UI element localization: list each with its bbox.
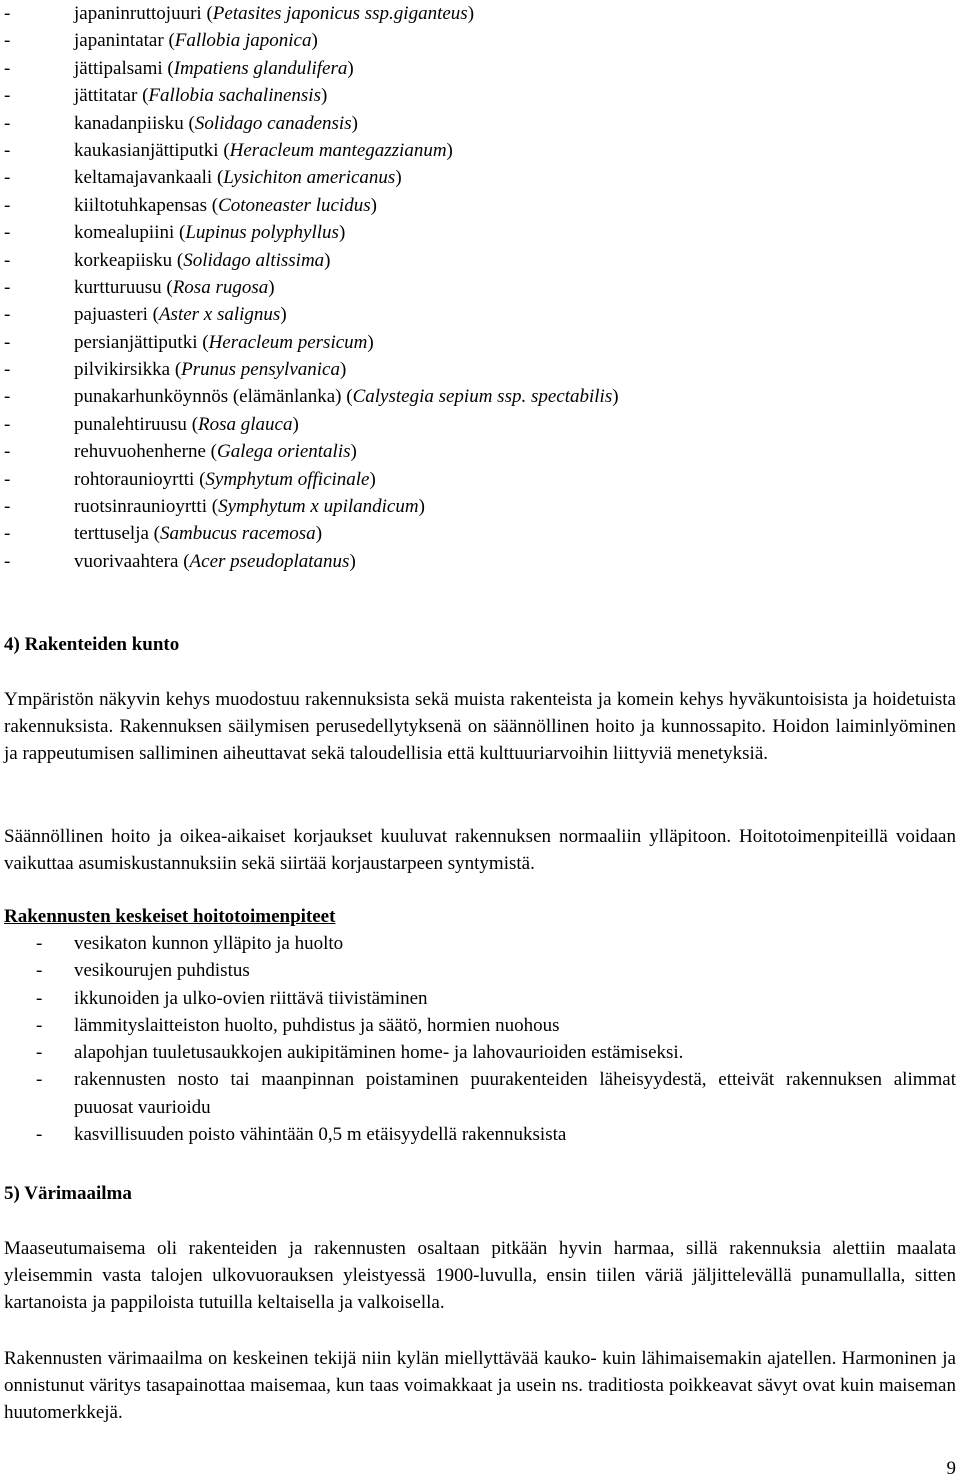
list-dash: - [4, 413, 11, 435]
invasive-species-list [4, 0, 954, 575]
list-dash: - [4, 167, 11, 189]
species-common-name: punakarhunköynnös (elämänlanka) [74, 386, 342, 408]
list-dash: - [4, 386, 11, 408]
species-entry: japaninruttojuuri (Petasites japonicus ssp.giganteus) [74, 3, 475, 24]
species-item [4, 110, 954, 137]
species-common-name: kaukasianjättiputki [74, 139, 219, 161]
section-4-paragraph-2: Säännöllinen hoito ja oikea-aikaiset korjaukset kuuluvat rakennuksen normaaliin ylläpitoon. Hoitotoimenpiteillä voidaan vaikuttaa asumiskustannuksiin sekä siirtää korjaustarpeen syntymistä. [4, 826, 956, 875]
measure-item [4, 985, 956, 1012]
measure-text: vesikourujen puhdistus [74, 960, 250, 982]
measure-item [4, 1012, 956, 1039]
section-4-heading: 4) Rakenteiden kunto [4, 634, 180, 655]
species-item [4, 466, 954, 493]
species-item [4, 520, 954, 547]
species-entry: vuorivaahtera (Acer pseudoplatanus) [74, 550, 356, 572]
species-common-name: keltamajavankaali [74, 167, 213, 189]
measure-item [4, 1121, 956, 1148]
section-5-paragraph-2: Rakennusten värimaailma on keskeinen tekijä niin kylän miellyttävää kauko- kuin lähimaisemakin ajatellen. Harmoninen ja onnistunut väritys tasapainottaa maisemaa, kun taas voimakkaat ja usein ns. traditiosta poikkeavat sävyt ovat kuin maiseman huutomerkkejä. [4, 1348, 956, 1424]
species-common-name: kiiltotuhkapensas [74, 194, 207, 216]
species-item [4, 274, 954, 301]
list-dash: - [4, 57, 11, 79]
measure-item [4, 957, 956, 984]
species-common-name: rohtoraunioyrtti [74, 468, 195, 490]
species-item [4, 55, 954, 82]
list-dash: - [4, 30, 11, 52]
species-item [4, 27, 954, 54]
species-common-name: pajuasteri [74, 304, 148, 326]
species-latin-name: Rosa glauca [198, 413, 293, 435]
species-common-name: japaninruttojuuri [74, 3, 202, 24]
measure-item [4, 1039, 956, 1066]
species-latin-name: Fallobia japonica [174, 30, 312, 52]
species-latin-name: Fallobia sachalinensis [148, 85, 321, 107]
species-latin-name: Galega orientalis [216, 441, 351, 463]
species-entry: persianjättiputki (Heracleum persicum) [74, 331, 374, 353]
measure-text: vesikaton kunnon ylläpito ja huolto [74, 933, 344, 954]
species-common-name: jättipalsami [74, 57, 163, 79]
list-dash: - [4, 468, 11, 490]
maintenance-measures-heading: Rakennusten keskeiset hoitotoimenpiteet [4, 906, 336, 927]
species-latin-name: Symphytum x upilandicum [218, 496, 419, 518]
species-latin-name: Solidago canadensis [194, 112, 352, 134]
species-common-name: japanintatar [74, 30, 164, 52]
list-dash: - [4, 331, 11, 353]
species-entry: keltamajavankaali (Lysichiton americanus) [74, 167, 402, 189]
species-latin-name: Acer pseudoplatanus [189, 550, 350, 572]
measure-text: lämmityslaitteiston huolto, puhdistus ja säätö, hormien nuohous [74, 1014, 560, 1036]
species-latin-name: Symphytum officinale [205, 468, 370, 490]
species-entry: jättipalsami (Impatiens glandulifera) [74, 57, 354, 79]
species-entry: kiiltotuhkapensas (Cotoneaster lucidus) [74, 194, 377, 216]
measure-text: rakennusten nosto tai maanpinnan poistaminen puurakenteiden läheisyydestä, etteivät rakennuksen alimmat puuosat vaurioidu [74, 1069, 956, 1118]
list-dash: - [36, 987, 43, 1009]
species-item [4, 329, 954, 356]
maintenance-measures-list [4, 930, 956, 1148]
list-dash: - [4, 276, 11, 298]
species-entry: komealupiini (Lupinus polyphyllus) [74, 222, 346, 244]
section-4-paragraph-1: Ympäristön näkyvin kehys muodostuu rakennuksista sekä muista rakenteista ja komein kehys hyväkuntoisista ja hoidetuista rakennuksista. Rakennuksen säilymisen perusedellytyksenä on säännöllinen hoito ja kunnossapito. Hoidon laiminlyöminen ja rappeutumisen salliminen aiheuttavat sekä taloudellisia että kulttuuriarvoihin liittyviä menetyksiä. [4, 689, 956, 765]
species-latin-name: Aster x salignus [158, 304, 281, 326]
species-common-name: rehuvuohenherne [74, 441, 206, 463]
species-latin-name: Sambucus racemosa [160, 523, 316, 545]
measure-text: ikkunoiden ja ulko-ovien riittävä tiivistäminen [74, 987, 428, 1009]
species-common-name: jättitatar [74, 85, 138, 107]
species-item [4, 301, 954, 328]
species-latin-name: Impatiens glandulifera [173, 57, 348, 79]
list-dash: - [4, 222, 11, 244]
species-entry: rehuvuohenherne (Galega orientalis) [74, 441, 357, 463]
species-item [4, 247, 954, 274]
species-item [4, 164, 954, 191]
species-latin-name: Calystegia sepium ssp. spectabilis [352, 386, 613, 408]
species-latin-name: Heracleum persicum [208, 331, 368, 353]
list-dash: - [4, 3, 11, 24]
species-latin-name: Heracleum mantegazzianum [229, 139, 447, 161]
species-entry: ruotsinraunioyrtti (Symphytum x upilandicum) [74, 496, 425, 518]
species-latin-name: Prunus pensylvanica [181, 359, 340, 381]
species-entry: pajuasteri (Aster x salignus) [74, 304, 287, 326]
species-common-name: korkeapiisku [74, 249, 173, 271]
list-dash: - [4, 359, 11, 381]
species-entry: rohtoraunioyrtti (Symphytum officinale) [74, 468, 376, 490]
list-dash: - [4, 523, 11, 545]
list-dash: - [36, 1124, 43, 1146]
species-entry: punalehtiruusu (Rosa glauca) [74, 413, 299, 435]
measure-text: alapohjan tuuletusaukkojen aukipitäminen home- ja lahovaurioiden estämiseksi. [74, 1042, 684, 1064]
species-latin-name: Lupinus polyphyllus [185, 222, 339, 244]
species-item [4, 192, 954, 219]
species-item [4, 493, 954, 520]
species-common-name: persianjättiputki [74, 331, 198, 353]
species-latin-name: Rosa rugosa [172, 276, 269, 298]
species-common-name: punalehtiruusu [74, 413, 187, 435]
species-entry: terttuselja (Sambucus racemosa) [74, 523, 323, 545]
section-5-heading: 5) Värimaailma [4, 1183, 132, 1204]
species-latin-name: Petasites japonicus ssp.giganteus [212, 3, 468, 24]
species-item [4, 383, 954, 410]
species-item [4, 411, 954, 438]
page-number: 9 [946, 1458, 956, 1479]
species-entry: korkeapiisku (Solidago altissima) [74, 249, 331, 271]
species-entry: pilvikirsikka (Prunus pensylvanica) [74, 359, 347, 381]
species-entry: japanintatar (Fallobia japonica) [74, 30, 318, 52]
species-common-name: kanadanpiisku [74, 112, 184, 134]
list-dash: - [4, 441, 11, 463]
species-item [4, 137, 954, 164]
species-latin-name: Lysichiton americanus [223, 167, 396, 189]
species-entry: jättitatar (Fallobia sachalinensis) [74, 85, 328, 107]
list-dash: - [36, 933, 43, 954]
species-common-name: ruotsinraunioyrtti [74, 496, 207, 518]
species-entry: kanadanpiisku (Solidago canadensis) [74, 112, 358, 134]
list-dash: - [4, 85, 11, 107]
measure-item [4, 930, 956, 957]
species-item [4, 438, 954, 465]
species-latin-name: Solidago altissima [183, 249, 325, 271]
measure-item [4, 1066, 956, 1121]
list-dash: - [36, 960, 43, 982]
species-item [4, 548, 954, 575]
species-item [4, 82, 954, 109]
species-common-name: vuorivaahtera [74, 550, 179, 572]
species-entry: kaukasianjättiputki (Heracleum mantegazzianum) [74, 139, 453, 161]
section-5-paragraph-1: Maaseutumaisema oli rakenteiden ja rakennusten osaltaan pitkään hyvin harmaa, sillä rakennuksia alettiin maalata yleisemmin vasta talojen ulkovuorauksen yleistyessä 1900-luvulla, ensin tiilen väriä jäljittelevällä punamullalla, sitten kartanoista ja pappiloista tutuilla keltaisella ja valkoisella. [4, 1238, 956, 1314]
list-dash: - [4, 112, 11, 134]
species-common-name: terttuselja [74, 523, 149, 545]
measure-text: kasvillisuuden poisto vähintään 0,5 m etäisyydellä rakennuksista [74, 1124, 567, 1146]
list-dash: - [4, 139, 11, 161]
list-dash: - [4, 550, 11, 572]
list-dash: - [4, 194, 11, 216]
species-common-name: kurtturuusu [74, 276, 162, 298]
species-latin-name: Cotoneaster lucidus [218, 194, 371, 216]
species-item [4, 0, 954, 27]
list-dash: - [36, 1069, 43, 1091]
list-dash: - [4, 496, 11, 518]
species-common-name: komealupiini [74, 222, 175, 244]
list-dash: - [36, 1042, 43, 1064]
list-dash: - [4, 304, 11, 326]
species-common-name: pilvikirsikka [74, 359, 171, 381]
species-entry: punakarhunköynnös (elämänlanka) (Calystegia sepium ssp. spectabilis) [74, 386, 619, 408]
species-entry: kurtturuusu (Rosa rugosa) [74, 276, 275, 298]
list-dash: - [36, 1014, 43, 1036]
species-item [4, 219, 954, 246]
species-item [4, 356, 954, 383]
list-dash: - [4, 249, 11, 271]
